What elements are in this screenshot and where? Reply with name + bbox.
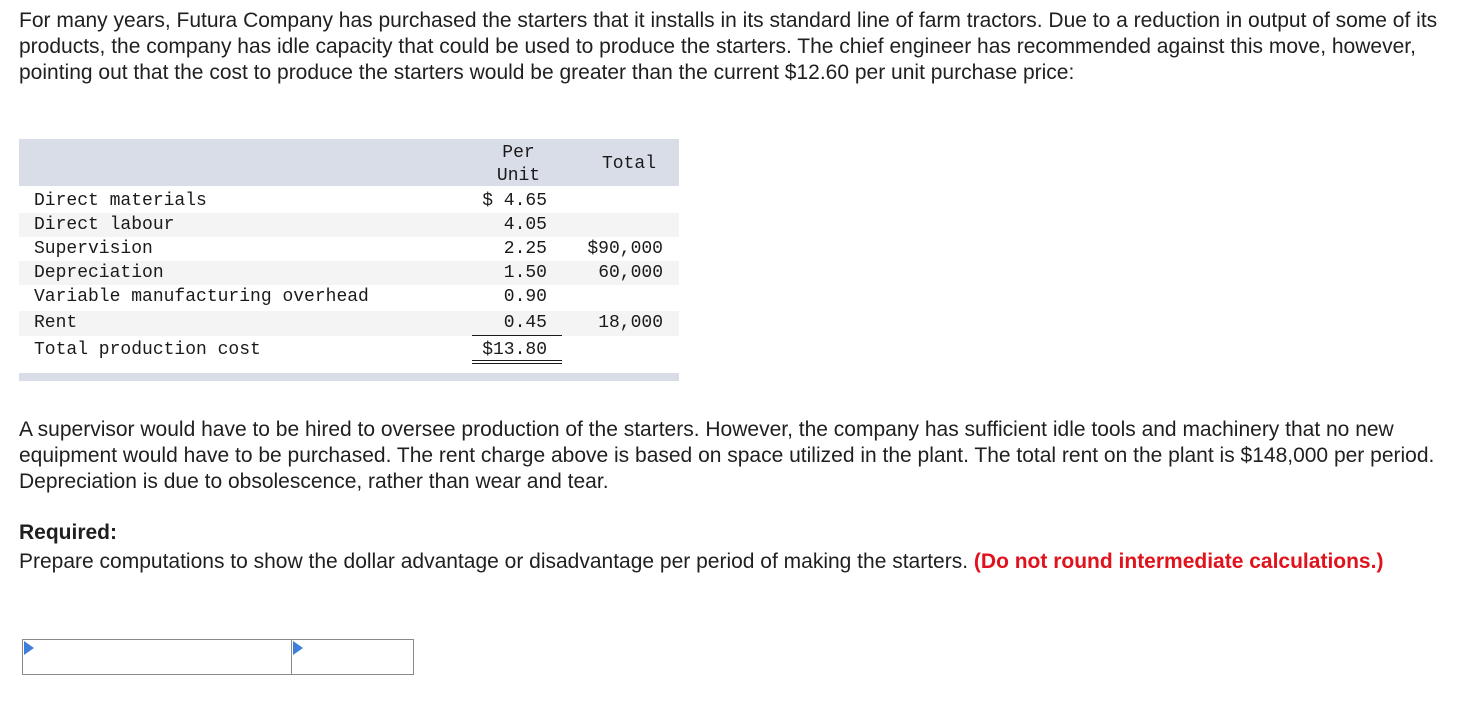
header-total: Total: [601, 154, 656, 174]
row-label: Depreciation: [34, 263, 164, 283]
required-text: [19, 548, 1439, 575]
header-per-unit: [471, 142, 566, 188]
table-row: [19, 261, 679, 285]
cost-table: [19, 139, 679, 381]
dropdown-marker-icon: [24, 641, 34, 655]
supervisor-paragraph: A supervisor would have to be hired to oversee production of the starters. However, the company has sufficient idle tools and machinery that no new equipment would have to be purchased. The rent charge above is based on space utilized in the plant. The total rent on the plant is $148,000 per period. Depreciation is due to obsolescence, rather than wear and tear.: [19, 418, 1435, 493]
table-row: [19, 189, 679, 213]
row-label: Direct labour: [34, 215, 175, 235]
header-per: Per: [502, 143, 535, 163]
row-total: 18,000: [598, 313, 663, 333]
answer-label-dropdown[interactable]: [23, 640, 292, 674]
row-per-unit: 0.45: [503, 313, 547, 333]
row-label: Direct materials: [34, 191, 207, 211]
dropdown-marker-icon: [293, 641, 303, 655]
row-label: Supervision: [34, 239, 153, 259]
row-per-unit: 2.25: [503, 239, 547, 259]
table-row: [19, 213, 679, 237]
row-per-unit: 1.50: [503, 263, 547, 283]
subtotal-underline: [472, 335, 562, 336]
row-per-unit: 4.05: [503, 215, 547, 235]
table-row-total: [19, 338, 679, 362]
table-row: [19, 285, 679, 309]
row-total: $90,000: [587, 239, 663, 259]
required-instruction: Prepare computations to show the dollar advantage or disadvantage per period of making the starters.: [19, 550, 969, 573]
required-heading: Required:: [19, 521, 118, 544]
rounding-note: (Do not round intermediate calculations.): [973, 550, 1384, 573]
row-label: Total production cost: [34, 340, 261, 360]
row-total: 60,000: [598, 263, 663, 283]
header-unit: Unit: [496, 166, 541, 186]
row-per-unit: $ 4.65: [482, 191, 547, 211]
total-double-underline: [472, 360, 562, 364]
row-label: Rent: [34, 313, 78, 333]
answer-grid: [22, 639, 414, 675]
table-row: [19, 311, 679, 336]
row-label: Variable manufacturing overhead: [34, 287, 369, 307]
table-header-band: [19, 139, 679, 186]
table-row: [19, 237, 679, 261]
table-footer-band: [19, 373, 679, 381]
answer-amount-field[interactable]: [292, 640, 413, 674]
row-per-unit: $13.80: [482, 340, 547, 360]
intro-paragraph: For many years, Futura Company has purchased the starters that it installs in its standard line of farm tractors. Due to a reduction in output of some of its products, the company has idle capacity that could be used to produce the starters. The chief engineer has recommended against this move, however, pointing out that the cost to produce the starters would be greater than the current $12.60 per unit purchase price:: [19, 9, 1438, 84]
row-per-unit: 0.90: [503, 287, 547, 307]
